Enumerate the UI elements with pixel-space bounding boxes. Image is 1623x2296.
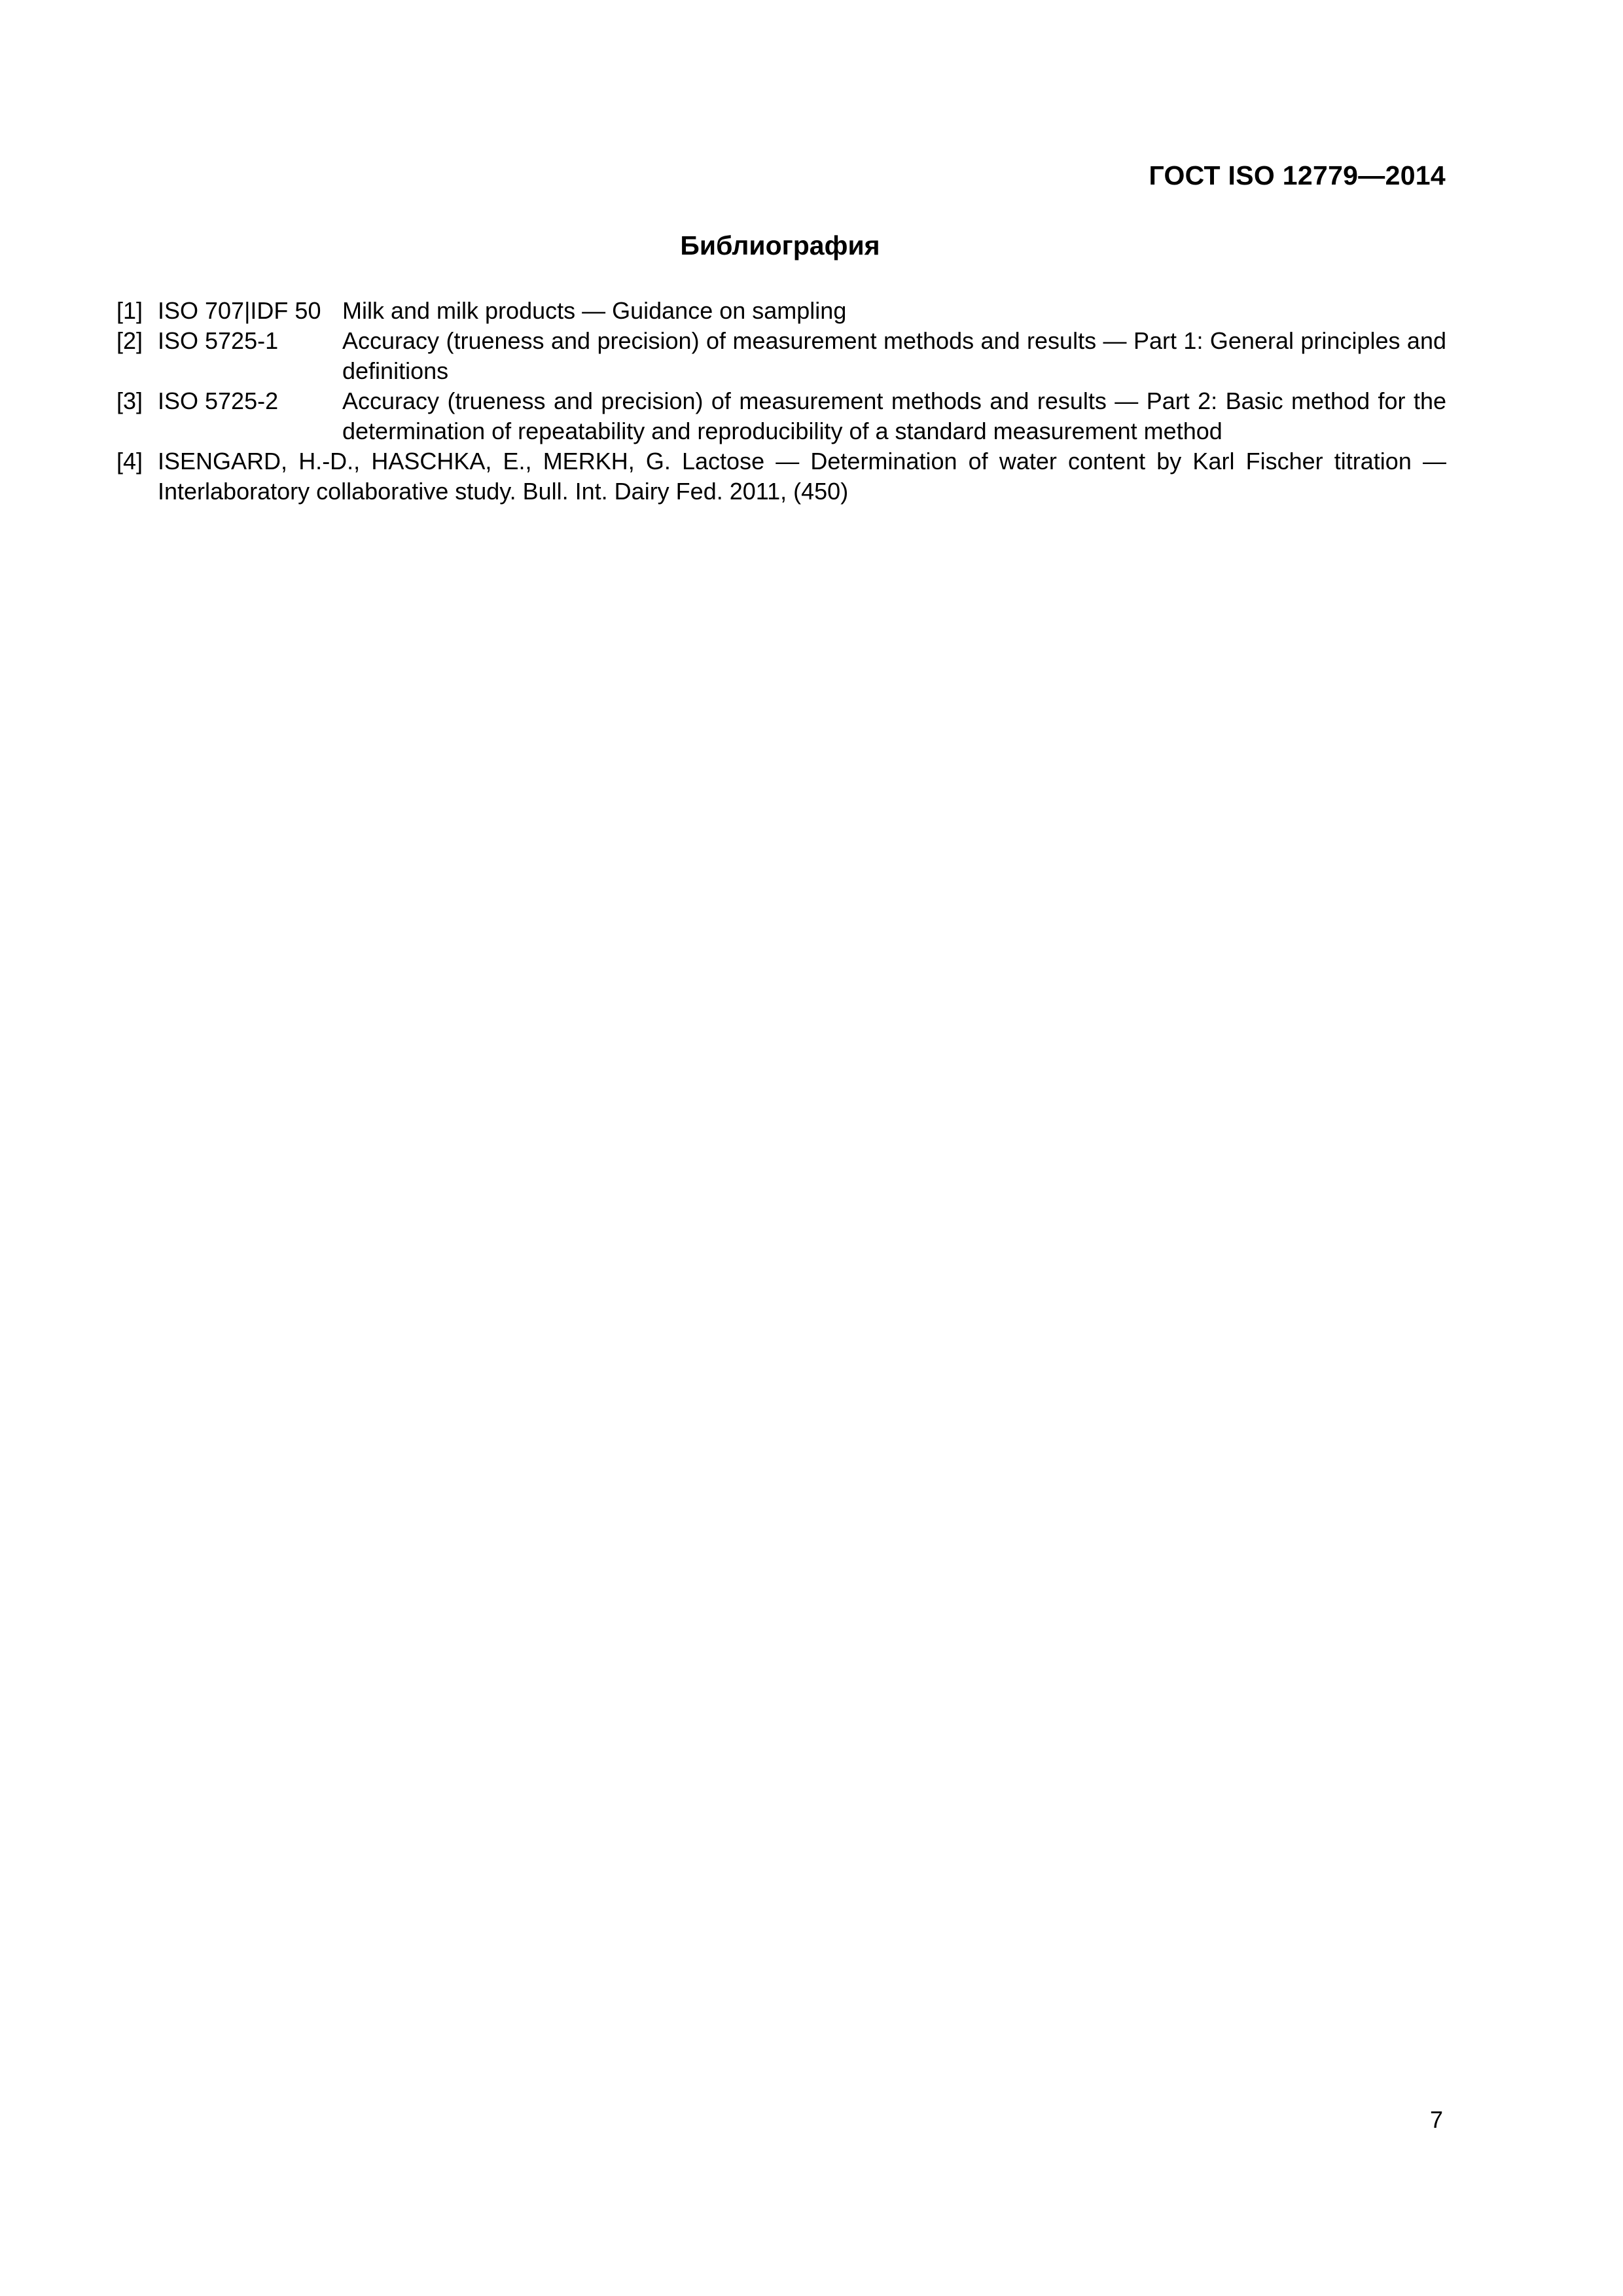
- bibliography-entry-3: [116, 386, 1446, 446]
- bibliography-list: [116, 296, 1446, 507]
- entry-reference: ISO 707|IDF 50: [158, 297, 321, 324]
- bibliography-title: Библиография: [680, 230, 880, 260]
- entry-number: [1]: [116, 297, 143, 324]
- entry-reference: ISO 5725-1: [158, 327, 279, 354]
- entry-title: Accuracy (trueness and precision) of measurement methods and results — Part 1: General principles and definitions: [342, 327, 1446, 384]
- entry-number: [2]: [116, 327, 143, 354]
- entry-title: Milk and milk products — Guidance on sampling: [342, 297, 847, 324]
- entry-number: [3]: [116, 387, 143, 414]
- page-number: 7: [1429, 2106, 1443, 2133]
- entry-reference: ISO 5725-2: [158, 387, 279, 414]
- entry-title: Accuracy (trueness and precision) of measurement methods and results — Part 2: Basic method for the determination of repeatability and reproducibility of a standard measurement method: [342, 387, 1446, 444]
- standard-code-header: ГОСТ ISO 12779—2014: [1149, 160, 1446, 190]
- bibliography-entry-4: [116, 446, 1446, 507]
- bibliography-entry-1: [116, 296, 1446, 326]
- bibliography-entry-2: [116, 326, 1446, 386]
- entry-number: [4]: [116, 448, 143, 475]
- entry-citation: ISENGARD, H.-D., HASCHKA, E., MERKH, G. Lactose — Determination of water content by Karl Fischer titration — Interlaboratory collaborative study. Bull. Int. Dairy Fed. 2011, (450): [158, 448, 1446, 505]
